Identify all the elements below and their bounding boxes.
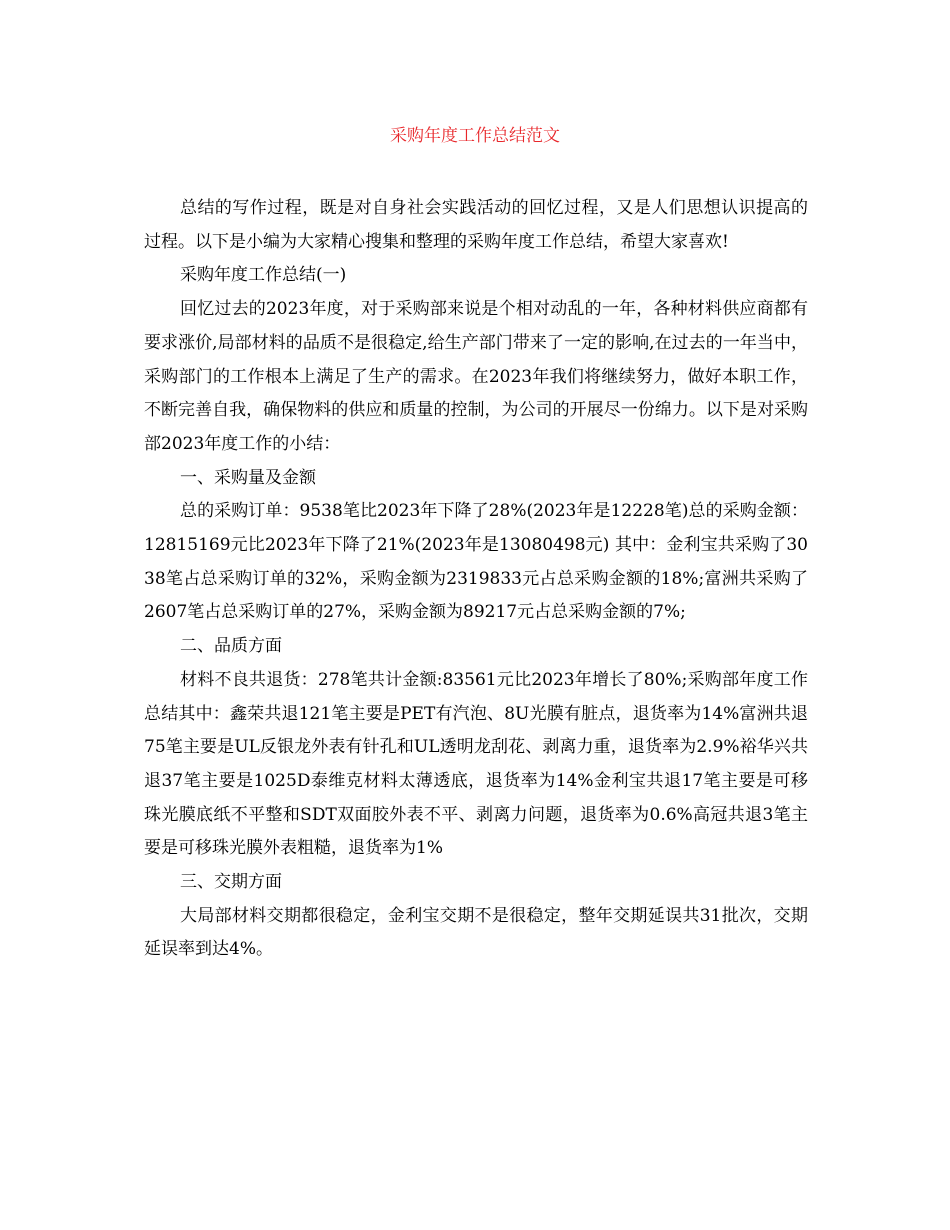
document-title: 采购年度工作总结范文	[390, 126, 560, 146]
paragraph-quality: 材料不良共退货：278笔共计金额:83561元比2023年增长了80%;采购部年度工作总结其中：鑫荣共退121笔主要是PET有汽泡、8U光膜有脏点，退货率为14%富洲共退75笔主要是UL反银龙外表有针孔和UL透明龙刮花、剥离力重，退货率为2.9%裕华兴共退37笔主要是1025D泰维克材料太薄透底，退货率为14%金利宝共退17笔主要是可移珠光膜底纸不平整和SDT双面胶外表不平、剥离力问题，退货率为0.6%高冠共退3笔主要是可移珠光膜外表粗糙，退货率为1%	[144, 669, 808, 859]
section-heading-summary-1: 采购年度工作总结(一)	[180, 265, 347, 286]
section-heading-quality: 二、品质方面	[180, 636, 282, 657]
paragraph-delivery: 大局部材料交期都很稳定，金利宝交期不是很稳定，整年交期延误共31批次，交期延误率到达4%。	[144, 905, 808, 960]
paragraph-volume: 总的采购订单：9538笔比2023年下降了28%(2023年是12228笔)总的采购金额：12815169元比2023年下降了21%(2023年是13080498元) 其中：金利宝共采购了3038笔占总采购订单的32%，采购金额为2319833元占总采购金额的18%;富洲共采购了2607笔占总采购订单的27%，采购金额为89217元占总采购金额的7%;	[144, 501, 808, 623]
section-heading-delivery: 三、交期方面	[180, 872, 282, 893]
paragraph-intro: 总结的写作过程，既是对自身社会实践活动的回忆过程，又是人们思想认识提高的过程。以下是小编为大家精心搜集和整理的采购年度工作总结，希望大家喜欢!	[144, 198, 808, 252]
paragraph-review: 回忆过去的2023年度，对于采购部来说是个相对动乱的一年，各种材料供应商都有要求涨价,局部材料的品质不是很稳定,给生产部门带来了一定的影响,在过去的一年当中，采购部门的工作根本上满足了生产的需求。在2023年我们将继续努力，做好本职工作，不断完善自我，确保物料的供应和质量的控制，为公司的开展尽一份绵力。以下是对采购部2023年度工作的小结：	[144, 299, 808, 454]
section-heading-volume: 一、采购量及金额	[180, 467, 316, 488]
document-body	[144, 192, 808, 967]
